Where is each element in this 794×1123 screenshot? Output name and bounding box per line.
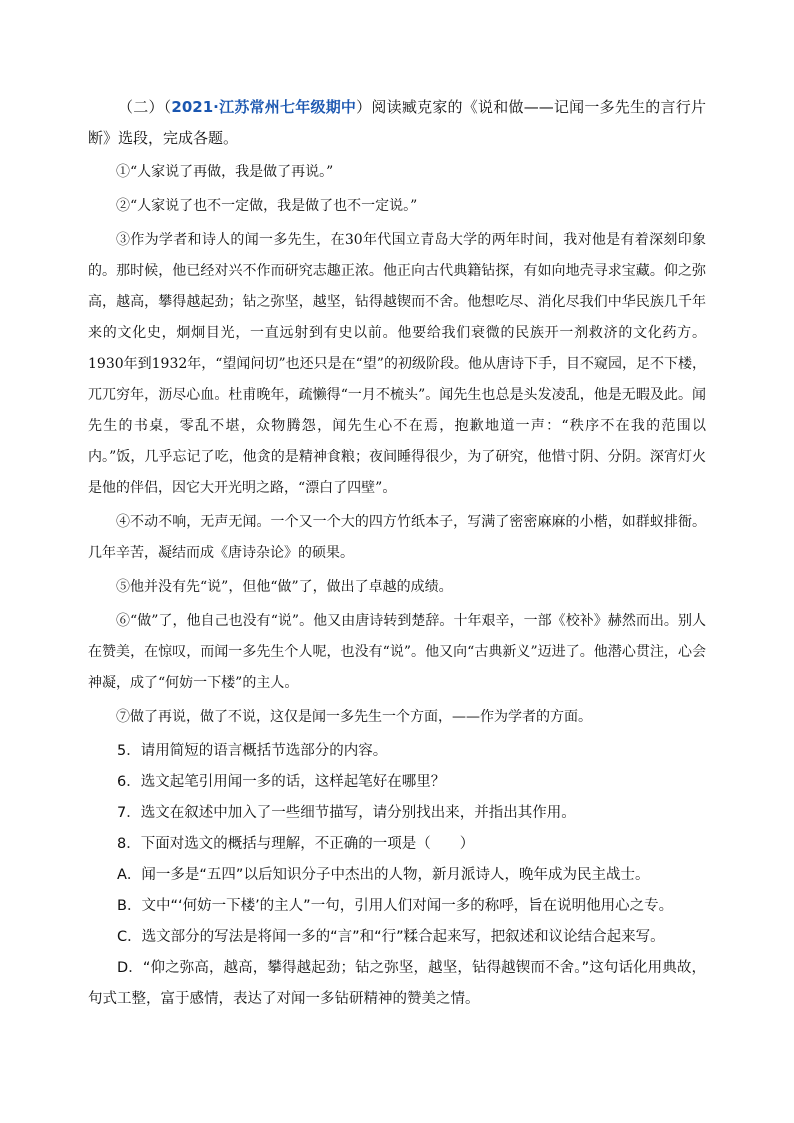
- intro-suffix: ）阅读臧克家的《说和做——记闻一多先生的言行片断》选段，完成各题。: [88, 98, 706, 147]
- reading-passage: [88, 157, 706, 733]
- passage-paragraph-2: ②“人家说了也不一定做，我是做了也不一定说。”: [116, 198, 418, 214]
- option-a: A．闻一多是“五四”以后知识分子中杰出的人物，新月派诗人，晚年成为民主战士。: [117, 867, 650, 883]
- question-5: 5．请用简短的语言概括节选部分的内容。: [117, 743, 388, 759]
- option-list: [88, 860, 706, 1015]
- source-citation: 2021·江苏常州七年级期中: [171, 98, 357, 116]
- question-7: 7．选文在叙述中加入了一些细节描写，请分别找出来，并指出其作用。: [117, 805, 576, 821]
- passage-paragraph-5: ⑤他并没有先“说”，但他“做”了，做出了卓越的成绩。: [116, 579, 453, 595]
- passage-paragraph-3: ③作为学者和诗人的闻一多先生，在30年代国立青岛大学的两年时间，我对他是有着深刻印象的。那时候，他已经对兴不作而研究志趣正浓。他正向古代典籍钻探，有如向地壳寻求宝藏。仰之弥高，越高，攀得越起劲；钻之弥坚，越坚，钻得越锲而不舍。他想吃尽、消化尽我们中华民族几千年来的文化史，炯炯目光，一直远射到有史以前。他要给我们衰微的民族开一剂救济的文化药方。1930年到1932年，“望闻问切”也还只是在“望”的初级阶段。他从唐诗下手，目不窥园，足不下楼，兀兀穷年，沥尽心血。杜甫晚年，疏懒得“一月不梳头”。闻先生也总是头发凌乱，他是无暇及此。闻先生的书桌，零乱不堪，众物腾怨，闻先生心不在焉，抱歉地道一声：“秩序不在我的范围以内。”饭，几乎忘记了吃，他贪的是精神食粮；夜间睡得很少，为了研究，他惜寸阴、分阴。深宵灯火是他的伴侣，因它大开光明之路，“漂白了四壁”。: [88, 232, 706, 496]
- passage-paragraph-4: ④不动不响，无声无闻。一个又一个大的四方竹纸本子，写满了密密麻麻的小楷，如群蚁排衙。几年辛苦，凝结而成《唐诗杂论》的硕果。: [88, 514, 706, 561]
- option-d: D．“仰之弥高，越高，攀得越起劲；钻之弥坚，越坚，钻得越锲而不舍。”这句话化用典故，句式工整，富于感情，表达了对闻一多钻研精神的赞美之情。: [88, 960, 706, 1007]
- intro-prefix: （二）（: [118, 98, 172, 116]
- section-intro: [88, 92, 706, 154]
- passage-paragraph-6: ⑥“做”了，他自己也没有“说”。他又由唐诗转到楚辞。十年艰辛，一部《校补》赫然而出。别人在赞美，在惊叹，而闻一多先生个人呢，也没有“说”。他又向“古典新义”迈进了。他潜心贯注，心会神凝，成了“何妨一下楼”的主人。: [88, 613, 706, 691]
- document-page: [88, 92, 706, 1015]
- passage-paragraph-1: ①“人家说了再做，我是做了再说。”: [116, 164, 334, 180]
- option-b: B．文中“‘何妨一下楼’的主人”一句，引用人们对闻一多的称呼，旨在说明他用心之专。: [117, 898, 674, 914]
- question-8: 8．下面对选文的概括与理解，不正确的一项是（ ）: [117, 836, 475, 852]
- question-list: [88, 736, 706, 860]
- passage-paragraph-7: ⑦做了再说，做了不说，这仅是闻一多先生一个方面，——作为学者的方面。: [116, 709, 592, 725]
- option-c: C．选文部分的写法是将闻一多的“言”和“行”糅合起来写，把叙述和议论结合起来写。: [117, 929, 665, 945]
- question-6: 6．选文起笔引用闻一多的话，这样起笔好在哪里？: [117, 774, 446, 790]
